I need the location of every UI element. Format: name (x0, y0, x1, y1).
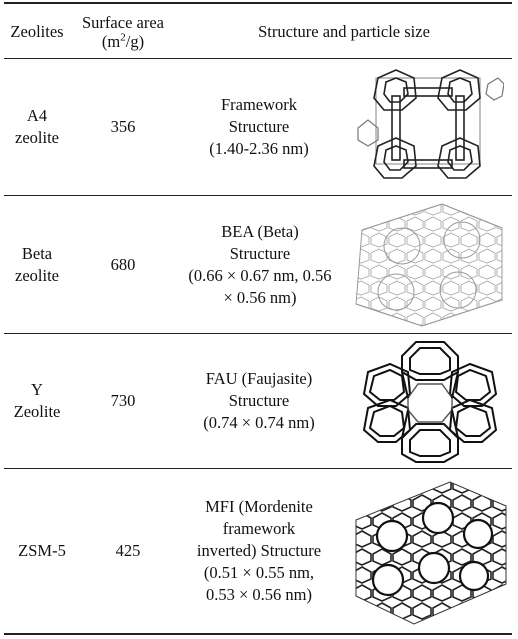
table-row-zeolite-name: A4 zeolite (15, 106, 59, 147)
header-surface-area: Surface area $(m^2/g)$ (82, 12, 164, 51)
table-row-surface-area: 425 (115, 541, 141, 560)
table-row-surface-area: 680 (110, 254, 136, 274)
table-bottom-rule (4, 633, 512, 635)
table-row-structure: FAU (Faujasite) Structure (0.74 × 0.74 nm) (203, 369, 315, 432)
header-structure: Structure and particle size (258, 22, 430, 41)
table-row-surface-area: 356 (110, 117, 136, 136)
table-row-structure: BEA (Beta) Structure (0.66 × 0.67 nm, 0.56 × 0.56 nm) (188, 221, 332, 307)
header-zeolites: Zeolites (10, 22, 64, 41)
table-row-zeolite-name: ZSM-5 (18, 541, 66, 560)
a4-zeolite-framework-icon (352, 64, 504, 190)
table-row-structure: Framework Structure (1.40-2.36 nm) (209, 95, 309, 158)
mfi-framework-icon (352, 476, 510, 628)
table-row-zeolite-name: Beta zeolite (15, 243, 59, 285)
table-row-zeolite-name: Y Zeolite (13, 380, 61, 421)
beta-zeolite-framework-icon (352, 200, 508, 328)
faujasite-framework-icon (360, 338, 500, 466)
table-top-rule (4, 2, 512, 4)
table-row-surface-area: 730 (110, 391, 136, 410)
table-row-structure: MFI (Mordenite framework inverted) Structure (0.51 × 0.55 nm, 0.53 × 0.56 nm) (196, 497, 322, 604)
header-surface-area-unit: $(m^2/g)$ (101, 31, 145, 51)
